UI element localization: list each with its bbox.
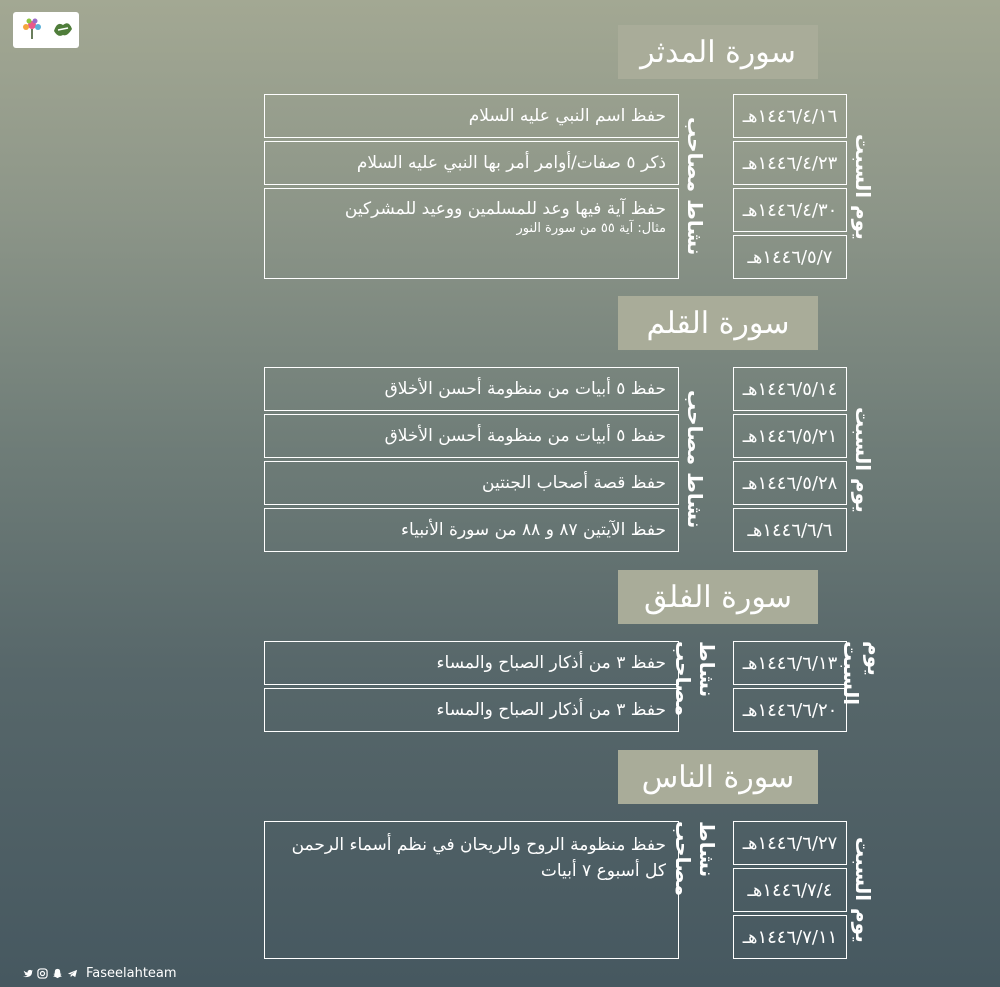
activity-cell — [264, 367, 679, 411]
activity-cell — [264, 188, 679, 279]
activity-text: حفظ قصة أصحاب الجنتين — [482, 473, 666, 493]
date-cell: ١٤٤٦/٧/١١هـ — [733, 915, 847, 959]
twitter-icon[interactable] — [22, 968, 33, 979]
date-cell: ١٤٤٦/٥/٢١هـ — [733, 414, 847, 458]
date-cell: ١٤٤٦/٥/١٤هـ — [733, 367, 847, 411]
date-cell: ١٤٤٦/٤/٣٠هـ — [733, 188, 847, 232]
section-title: سورة الفلق — [618, 570, 818, 624]
activity-label: نشاط مصاحب — [671, 641, 719, 717]
instagram-icon[interactable] — [37, 968, 48, 979]
brand-logo-icon — [51, 17, 75, 41]
activity-text: حفظ منظومة الروح والريحان في نظم أسماء الرحمن كل أسبوع ٧ أبيات — [291, 835, 666, 881]
telegram-icon[interactable] — [67, 968, 78, 979]
section-title: سورة الناس — [618, 750, 818, 804]
activity-cell — [264, 641, 679, 685]
date-cell: ١٤٤٦/٦/٢٧هـ — [733, 821, 847, 865]
section-title: سورة المدثر — [618, 25, 818, 79]
activity-cell — [264, 461, 679, 505]
footer-handle[interactable]: Faseelahteam — [86, 966, 177, 981]
activity-cell — [264, 821, 679, 959]
date-cell: ١٤٤٦/٦/٢٠هـ — [733, 688, 847, 732]
date-cell: ١٤٤٦/٥/٧هـ — [733, 235, 847, 279]
date-cell: ١٤٤٦/٥/٢٨هـ — [733, 461, 847, 505]
day-label: يوم السبت — [851, 133, 875, 240]
activity-text: حفظ الآيتين ٨٧ و ٨٨ من سورة الأنبياء — [401, 520, 666, 540]
date-cell: ١٤٤٦/٦/٦هـ — [733, 508, 847, 552]
date-cell: ١٤٤٦/٧/٤هـ — [733, 868, 847, 912]
date-cell: ١٤٤٦/٤/١٦هـ — [733, 94, 847, 138]
snapchat-icon[interactable] — [52, 968, 63, 979]
activity-cell — [264, 508, 679, 552]
activity-cell — [264, 141, 679, 185]
day-label: يوم السبت — [851, 406, 875, 513]
activity-text: حفظ آية فيها وعد للمسلمين ووعيد للمشركين — [344, 199, 666, 219]
day-label: يوم السبت — [839, 641, 887, 706]
activity-text: ذكر ٥ صفات/أوامر أمر بها النبي عليه السلام — [356, 153, 666, 173]
date-cell: ١٤٤٦/٤/٢٣هـ — [733, 141, 847, 185]
activity-cell — [264, 414, 679, 458]
activity-text: حفظ ٥ أبيات من منظومة أحسن الأخلاق — [384, 426, 666, 446]
activity-text: حفظ ٥ أبيات من منظومة أحسن الأخلاق — [384, 379, 666, 399]
activity-text: حفظ ٣ من أذكار الصباح والمساء — [436, 653, 666, 673]
activity-label: نشاط مصاحب — [671, 821, 719, 897]
activity-cell — [264, 688, 679, 732]
activity-subtext: مثال: آية ٥٥ من سورة النور — [516, 221, 666, 236]
tree-logo-icon — [19, 16, 45, 42]
activity-text: حفظ اسم النبي عليه السلام — [468, 106, 666, 126]
activity-label: نشاط مصاحب — [683, 390, 707, 529]
section-title: سورة القلم — [618, 296, 818, 350]
day-label: يوم السبت — [851, 837, 875, 943]
activity-cell — [264, 94, 679, 138]
activity-text: حفظ ٣ من أذكار الصباح والمساء — [436, 700, 666, 720]
footer — [22, 966, 177, 981]
activity-label: نشاط مصاحب — [683, 117, 707, 256]
logo — [13, 12, 79, 48]
date-cell: ١٤٤٦/٦/١٣هـ — [733, 641, 847, 685]
